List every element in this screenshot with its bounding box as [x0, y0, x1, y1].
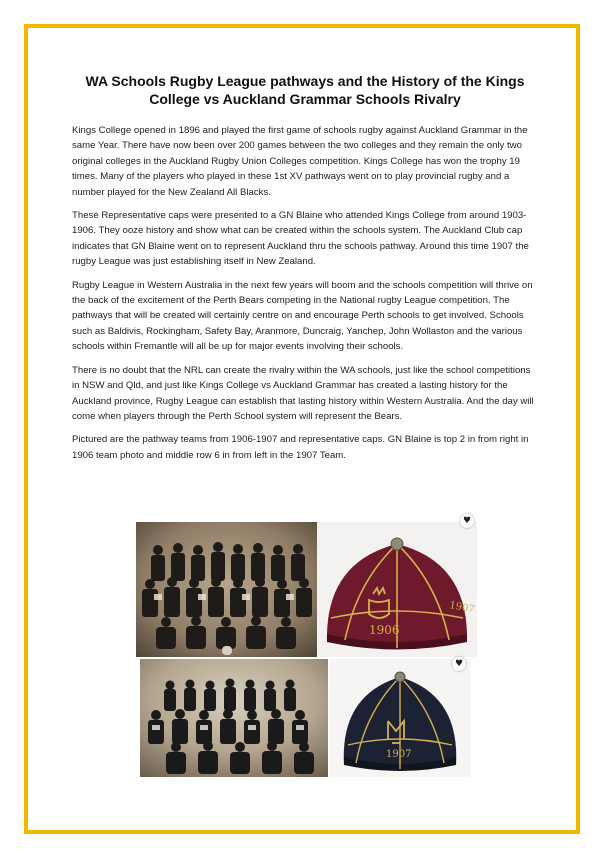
cap-photo-1907 — [330, 659, 470, 777]
paragraph-history: Kings College opened in 1896 and played the first game of schools rugby against Auckland Grammar in the same Year. There have now been over 200 games between the two colleges and they remain the only two original colleges in the Auckland Rugby Union Colleges competition. Kings College has won the trophy 19 times. Many of the players who played in these 1st XV pathways went on to play provincial rugby and a number played for the New Zealand All Blacks. — [72, 125, 528, 198]
paragraph-nrl-rivalry: There is no doubt that the NRL can create the rivalry within the WA schools, just like the school competitions in NSW and Qld, and just like Kings College vs Auckland Grammar has created a lasting history for the Auckland province, Rugby League can establish that lasting history within Western Australia. And the day will come when players through the Perth School system will represent the Bears. — [72, 364, 534, 422]
cap-1906-year-label: 1906 — [369, 623, 400, 637]
team-photo-1906 — [136, 522, 317, 657]
paragraph-photo-caption: Pictured are the pathway teams from 1906-1907 and representative caps. GN Blaine is top 2 in from right in 1906 team photo and middle row 6 in from left in the 1907 Team. — [72, 434, 529, 461]
cap-1906-side-label: 1907 — [448, 600, 476, 616]
page-title: WA Schools Rugby League pathways and the History of the Kings College vs Auckland Grammar Schools Rivalry — [85, 73, 525, 107]
cap-1907-year-label: 1907 — [386, 749, 412, 760]
article-body — [72, 123, 538, 471]
heart-icon[interactable]: ♥ — [452, 657, 466, 671]
heart-icon[interactable]: ♥ — [460, 514, 474, 528]
paragraph-caps: These Representative caps were presented to a GN Blaine who attended Kings College from around 1903-1906. They ooze history and show what can be created within the schools system. The Auckland Club cap indicates that GN Blaine went on to represent Auckland thru the schools pathway. Around this time 1907 the rugby League was just establishing itself in New Zealand. — [72, 210, 529, 268]
team-photo-1907 — [140, 659, 328, 777]
paragraph-wa-league: Rugby League in Western Australia in the next few years will boom and the schools competition will thrive on the back of the excitement of the Perth Bears competing in the National rugby League competition. The pathways that will be created will certainly centre on and encourage Perth schools to get involved. Schools such as Baldivis, Rockingham, Safety Bay, Aranmore, Duncraig, Yanchep, John Wollaston and the various schools within Fremantle will all be up for major events involving their schools. — [72, 279, 533, 353]
cap-photo-1906 — [317, 522, 477, 657]
